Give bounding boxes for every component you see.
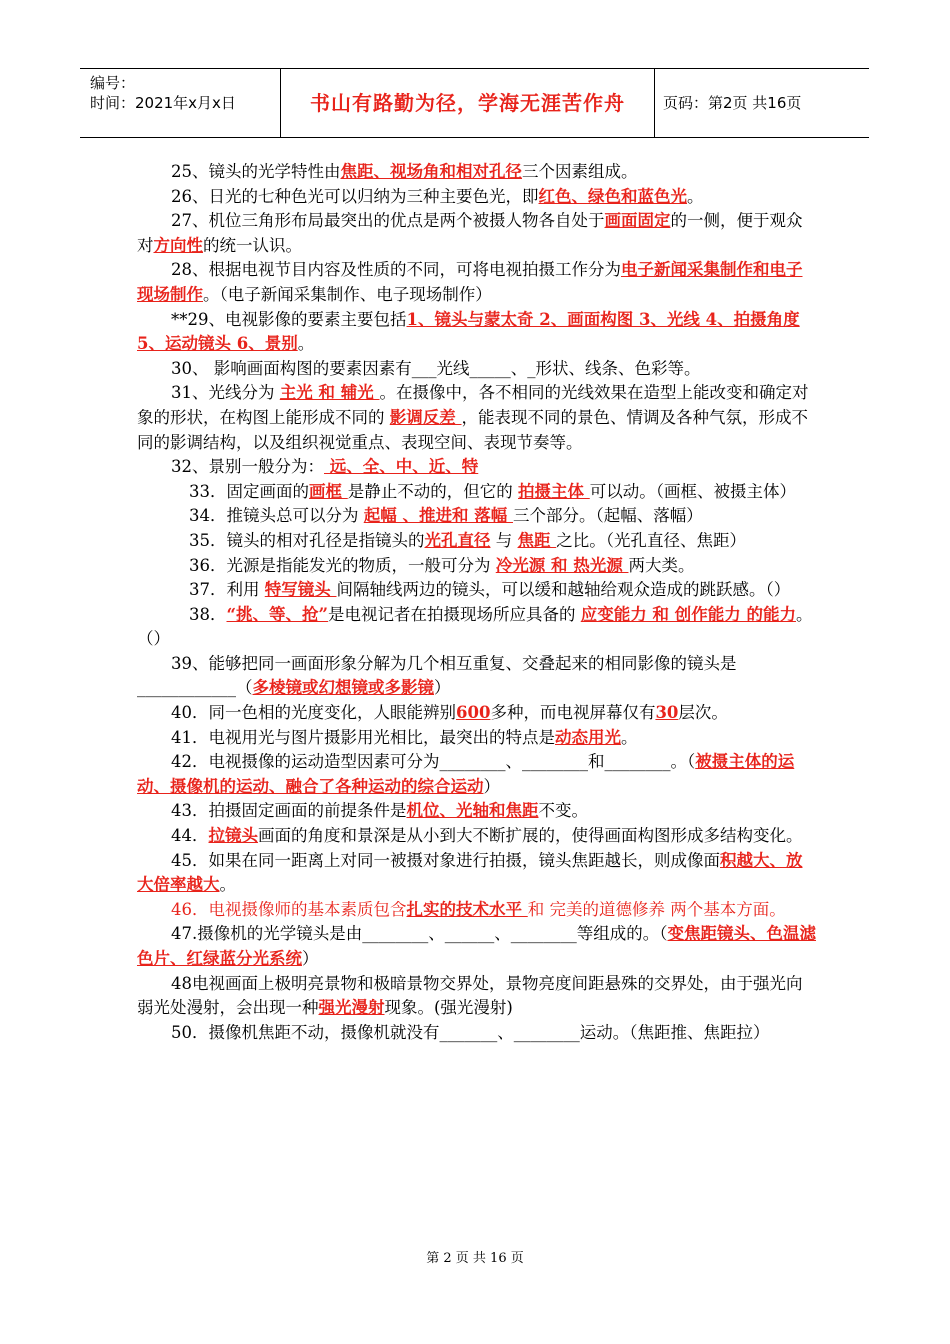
number-label: 编号： xyxy=(90,74,136,92)
answer: 焦距、视场角和相对孔径 xyxy=(340,162,522,181)
answer: 冷光源 和 热光源 xyxy=(495,555,629,575)
answer: 应变能力 和 创作能力 的能力 xyxy=(580,604,796,624)
question-26: 26、日光的七种色光可以归纳为三种主要色光，即红色、绿色和蓝色光。 xyxy=(171,186,704,206)
answer: 1、镜头与蒙太奇 2、画面构图 3、光线 4、拍摄角度 5、运动镜头 6、景别 xyxy=(137,309,800,354)
answer: 30 xyxy=(655,703,679,723)
answer: 扎实的技术水平 xyxy=(406,899,528,919)
question-31: 31、光线分为 主光 和 辅光 。在摄像中，各不相同的光线效果在造型上能改变和确定对象的形状，在构图上能形成不同的 影调反差 ，能表现不同的景色、情调及各种气氛，形成不同的影调结构，以及组织视觉重点、表现空间、表现节奏等。 xyxy=(137,383,809,452)
question-35: 35．镜头的相对孔径是指镜头的光孔直径 与 焦距 之比。（光孔直径、焦距） xyxy=(189,530,746,550)
header-motto: 书山有路勤为径，学海无涯苦作舟 xyxy=(281,69,655,137)
answer: 被摄主体的运动、摄像机的运动、融合了各种运动的综合运动 xyxy=(137,752,795,796)
question-42: 42．电视摄像的运动造型因素可分为________、________和________。（被摄主体的运动、摄像机的运动、融合了各种运动的综合运动） xyxy=(137,752,795,796)
question-25: 25、镜头的光学特性由焦距、视场角和相对孔径三个因素组成。 xyxy=(171,162,638,181)
header-meta xyxy=(80,69,281,137)
question-45: 45．如果在同一距离上对同一被摄对象进行拍摄，镜头焦距越长，则成像面积越大、放大倍率越大。 xyxy=(137,850,803,895)
question-27: 27、机位三角形布局最突出的优点是两个被摄人物各自处于画面固定的一侧，便于观众对方向性的统一认识。 xyxy=(137,211,803,255)
answer: 影调反差 xyxy=(389,407,462,427)
answer: 多棱镜或幻想镜或多影镜 xyxy=(252,678,434,698)
answer: 红色、绿色和蓝色光 xyxy=(538,186,687,206)
answer: 起幅 、推进和 落幅 xyxy=(363,506,513,526)
question-41: 41．电视用光与图片摄影用光相比，最突出的特点是动态用光。 xyxy=(171,727,638,747)
answer: 光孔直径 xyxy=(424,530,491,550)
answer: 600 xyxy=(456,703,491,723)
question-48: 48电视画面上极明亮景物和极暗景物交界处，景物亮度间距悬殊的交界处，由于强光向弱光处漫射，会出现一种强光漫射现象。(强光漫射) xyxy=(137,973,803,1018)
question-32: 32、景别一般分为： 远、全、中、近、特 xyxy=(171,457,479,477)
answer: 主光 和 辅光 xyxy=(279,383,380,403)
answer: 拍摄主体 xyxy=(518,481,590,501)
page-header xyxy=(80,68,869,138)
document-body xyxy=(137,160,817,1045)
answer: 画框 xyxy=(309,481,348,501)
question-28: 28、根据电视节目内容及性质的不同，可将电视拍摄工作分为电子新闻采集制作和电子现场制作。（电子新闻采集制作、电子现场制作） xyxy=(137,260,803,304)
answer: 方向性 xyxy=(153,235,203,255)
header-page-label: 页码：第2页 共16页 xyxy=(663,94,802,112)
time-label: 时间：2021年x月x日 xyxy=(90,94,236,112)
question-43: 43．拍摄固定画面的前提条件是机位、光轴和焦距不变。 xyxy=(171,801,588,821)
question-39: 39、能够把同一画面形象分解为几个相互重复、交叠起来的相同影像的镜头是____________（多棱镜或幻想镜或多影镜） xyxy=(137,653,737,698)
answer: 焦距 xyxy=(517,530,557,550)
question-37: 37．利用 特写镜头 间隔轴线两边的镜头，可以缓和越轴给观众造成的跳跃感。（） xyxy=(189,580,791,600)
answer: 动态用光 xyxy=(555,727,621,747)
question-38: 38．“挑、等、抢”是电视记者在拍摄现场所应具备的 应变能力 和 创作能力 的能力。（） xyxy=(137,604,813,649)
question-40: 40．同一色相的光度变化，人眼能辨别600多种，而电视屏幕仅有30层次。 xyxy=(171,703,728,723)
question-36: 36．光源是指能发光的物质，一般可分为 冷光源 和 热光源 两大类。 xyxy=(189,555,695,575)
question-29: **29、电视影像的要素主要包括1、镜头与蒙太奇 2、画面构图 3、光线 4、拍摄角度 5、运动镜头 6、景别。 xyxy=(137,309,800,354)
answer: 电子新闻采集制作和电子现场制作 xyxy=(137,260,803,304)
question-47: 47.摄像机的光学镜头是由________、______、________等组成的。（变焦距镜头、色温滤色片、红绿蓝分光系统） xyxy=(137,924,816,968)
answer: 远、全、中、近、特 xyxy=(324,457,479,477)
question-44: 44．拉镜头画面的角度和景深是从小到大不断扩展的，使得画面构图形成多结构变化。 xyxy=(171,826,803,846)
question-30: 30、 影响画面构图的要素因素有___光线_____、_形状、线条、色彩等。 xyxy=(171,358,701,378)
answer: 积越大、放大倍率越大 xyxy=(137,850,803,895)
answer: 变焦距镜头、色温滤色片、红绿蓝分光系统 xyxy=(137,924,816,968)
answer: 机位、光轴和焦距 xyxy=(406,801,539,821)
question-33: 33．固定画面的画框 是静止不动的，但它的 拍摄主体 可以动。（画框、被摄主体） xyxy=(189,481,796,501)
answer: 特写镜头 xyxy=(264,580,337,600)
answer: 画面固定 xyxy=(604,211,671,231)
answer: 拉镜头 xyxy=(208,826,258,846)
question-34: 34．推镜头总可以分为 起幅 、推进和 落幅 三个部分。（起幅、落幅） xyxy=(189,506,703,526)
page-footer: 第 2 页 共 16 页 xyxy=(426,1251,524,1266)
answer: 强光漫射 xyxy=(318,998,385,1018)
question-50: 50．摄像机焦距不动，摄像机就没有_______、________运动。（焦距推、焦距拉） xyxy=(171,1022,770,1042)
question-46: 46．电视摄像师的基本素质包含扎实的技术水平 和 完美的道德修养 两个基本方面。 xyxy=(171,899,786,919)
answer: “挑、等、抢” xyxy=(226,604,328,624)
